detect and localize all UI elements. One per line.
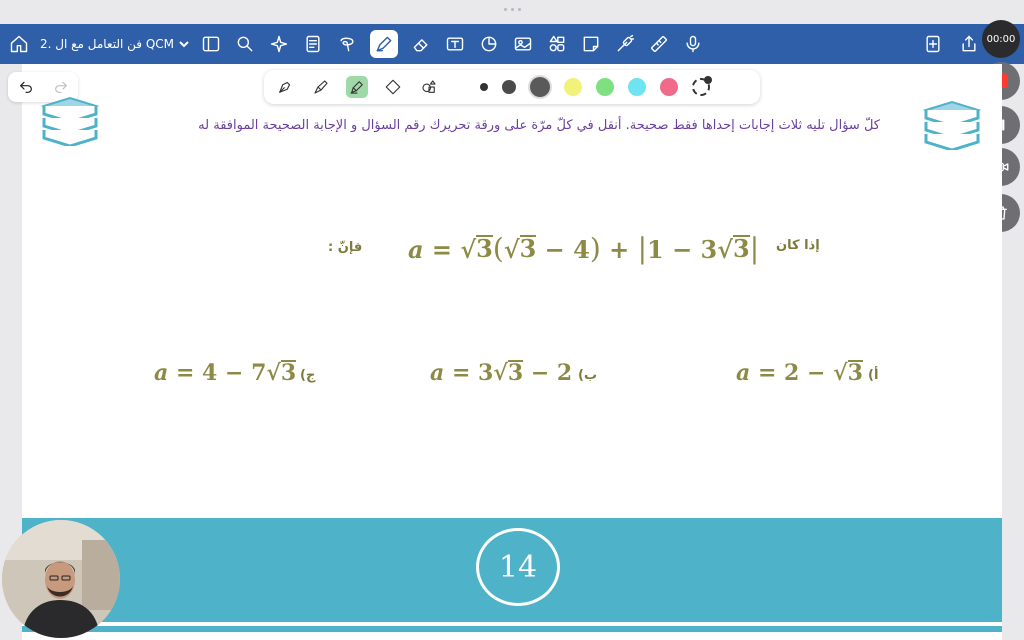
option-a-expression: a = 2 − √ 3 — [736, 360, 863, 386]
sidebar-icon[interactable] — [200, 33, 222, 55]
color-swatch-green[interactable] — [596, 78, 614, 96]
add-page-icon[interactable] — [922, 33, 944, 55]
document-title: 2. فن التعامل مع ال QCM — [40, 37, 175, 51]
webcam-preview[interactable] — [2, 520, 120, 638]
webcam-person-image — [2, 520, 120, 638]
tape-icon[interactable] — [418, 76, 440, 98]
color-swatch-cyan[interactable] — [628, 78, 646, 96]
pen-size-medium[interactable] — [502, 80, 516, 94]
microphone-icon[interactable] — [682, 33, 704, 55]
eraser-icon[interactable] — [410, 33, 432, 55]
instruction-text: كلّ سؤال تليه ثلاث إجابات إحداها فقط صحيحة. أنقل في كلّ مرّة على ورقة تحريرك رقم السؤال و الإجابة الصحيحة الموافقة له — [198, 118, 880, 133]
books-stack-icon-right — [922, 100, 982, 150]
color-swatch-yellow[interactable] — [564, 78, 582, 96]
pen-size-small[interactable] — [480, 83, 488, 91]
pen-options-toolbar — [264, 70, 760, 104]
text-box-icon[interactable] — [444, 33, 466, 55]
ai-sparkle-icon[interactable] — [268, 33, 290, 55]
top-toolbar — [0, 24, 1024, 64]
question-expression: a = √ 3 (√ 3 − 4) + |1 − 3√ 3 | — [408, 232, 760, 265]
color-swatch-pink[interactable] — [660, 78, 678, 96]
option-b-expression: a = 3√ 3 − 2 — [430, 360, 573, 386]
fountain-pen-icon[interactable] — [274, 76, 296, 98]
expr-sqrt-2: √ 3 — [503, 234, 537, 264]
highlighter-icon[interactable] — [346, 76, 368, 98]
pen-tool-icon[interactable] — [370, 30, 398, 58]
image-icon[interactable] — [512, 33, 534, 55]
color-picker-icon[interactable] — [692, 78, 710, 96]
sticky-note-icon[interactable] — [580, 33, 602, 55]
chevron-down-icon — [178, 38, 190, 50]
window-grip[interactable] — [502, 8, 522, 12]
shape-pen-icon[interactable] — [382, 76, 404, 98]
page-footer-strip — [22, 626, 1002, 632]
expr-minus4: − 4 — [544, 235, 590, 264]
expr-abs-inner: 1 − 3 — [647, 235, 718, 264]
then-label: فإنّ : — [328, 240, 363, 255]
if-label: إذا كان — [776, 238, 820, 253]
lasso-icon[interactable] — [336, 33, 358, 55]
expr-eq: = — [431, 235, 453, 264]
expr-sqrt-3: √ 3 — [717, 234, 750, 264]
expr-plus: + — [609, 235, 630, 264]
books-stack-icon-left — [40, 96, 100, 146]
option-c-label: ج) — [300, 368, 316, 383]
option-b-label: ب) — [578, 368, 598, 383]
share-icon[interactable] — [958, 33, 980, 55]
recording-timer: 00:00 — [982, 20, 1020, 58]
page-number: 14 — [476, 528, 560, 606]
redo-icon[interactable] — [53, 79, 69, 95]
expr-var: a — [408, 235, 424, 264]
option-a-label: أ) — [868, 368, 879, 383]
brush-pen-icon[interactable] — [310, 76, 332, 98]
option-c-expression: a = 4 − 7√ 3 — [154, 360, 297, 386]
elements-icon[interactable] — [546, 33, 568, 55]
home-icon[interactable] — [8, 33, 30, 55]
search-icon[interactable] — [234, 33, 256, 55]
notes-icon[interactable] — [302, 33, 324, 55]
shapes-icon[interactable] — [478, 33, 500, 55]
expr-sqrt-1: √ 3 — [460, 234, 493, 264]
ruler-icon[interactable] — [648, 33, 670, 55]
undo-icon[interactable] — [18, 79, 34, 95]
laser-pointer-icon[interactable] — [614, 33, 636, 55]
pen-size-large[interactable] — [530, 77, 550, 97]
document-title-menu[interactable] — [40, 37, 190, 51]
